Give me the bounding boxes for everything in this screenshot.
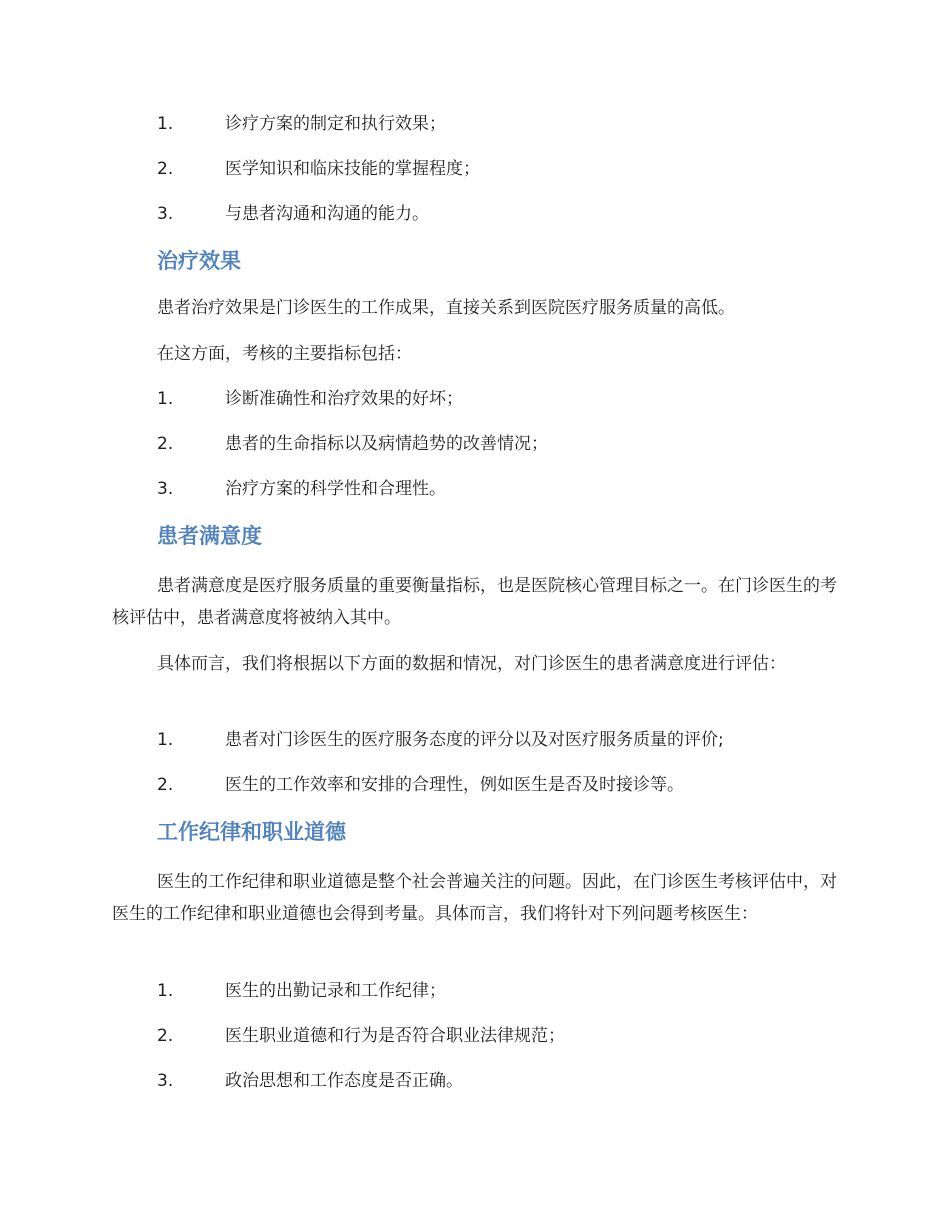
list-text: 诊疗方案的制定和执行效果；: [225, 114, 446, 134]
list-number: 3.: [157, 479, 174, 499]
list-number: 2.: [157, 434, 174, 454]
list-number: 1.: [157, 730, 174, 750]
paragraph: 患者满意度是医疗服务质量的重要衡量指标，也是医院核心管理目标之一。在门诊医生的考核评估中，患者满意度将被纳入其中。: [112, 576, 837, 628]
list-number: 1.: [157, 981, 174, 1001]
section-heading-satisfaction: 患者满意度: [157, 524, 262, 548]
list-number: 3.: [157, 1071, 174, 1091]
list-number: 3.: [157, 204, 174, 224]
list-text: 诊断准确性和治疗效果的好坏；: [225, 389, 463, 409]
list-text: 医学知识和临床技能的掌握程度；: [225, 159, 480, 179]
list-number: 2.: [157, 775, 174, 795]
list-text: 患者对门诊医生的医疗服务态度的评分以及对医疗服务质量的评价;: [225, 730, 724, 750]
list-text: 医生的出勤记录和工作纪律；: [225, 981, 446, 1001]
section-heading-discipline: 工作纪律和职业道德: [157, 820, 346, 844]
paragraph: 具体而言，我们将根据以下方面的数据和情况，对门诊医生的患者满意度进行评估：: [157, 654, 786, 674]
list-text: 治疗方案的科学性和合理性。: [225, 479, 446, 499]
list-number: 2.: [157, 159, 174, 179]
list-number: 1.: [157, 114, 174, 134]
paragraph: 患者治疗效果是门诊医生的工作成果，直接关系到医院医疗服务质量的高低。: [157, 298, 735, 318]
list-number: 2.: [157, 1026, 174, 1046]
paragraph: 医生的工作纪律和职业道德是整个社会普遍关注的问题。因此，在门诊医生考核评估中，对医生的工作纪律和职业道德也会得到考量。具体而言，我们将针对下列问题考核医生：: [112, 872, 837, 924]
paragraph: 在这方面，考核的主要指标包括：: [157, 344, 412, 364]
list-number: 1.: [157, 389, 174, 409]
list-text: 政治思想和工作态度是否正确。: [225, 1071, 463, 1091]
list-text: 与患者沟通和沟通的能力。: [225, 204, 429, 224]
list-text: 医生的工作效率和安排的合理性，例如医生是否及时接诊等。: [225, 775, 684, 795]
list-text: 患者的生命指标以及病情趋势的改善情况；: [225, 434, 548, 454]
list-text: 医生职业道德和行为是否符合职业法律规范；: [225, 1026, 565, 1046]
section-heading-treatment: 治疗效果: [157, 249, 241, 273]
